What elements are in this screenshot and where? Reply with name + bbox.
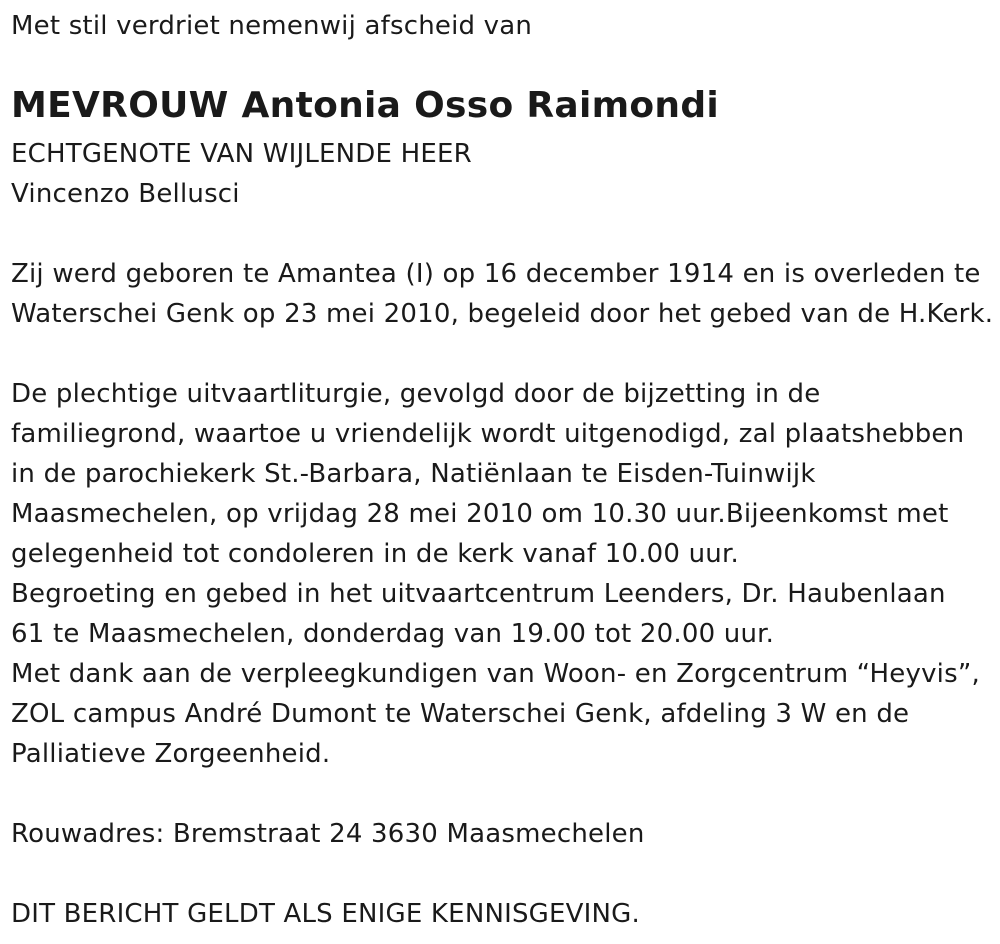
birth-death-line-1: Zij werd geboren te Amantea (I) op 16 december 1914 en is overleden te <box>11 259 981 289</box>
mourning-address: Rouwadres: Bremstraat 24 3630 Maasmechelen <box>11 819 645 849</box>
ceremony-line-7: 61 te Maasmechelen, donderdag van 19.00 tot 20.00 uur. <box>11 619 775 649</box>
ceremony-line-10: Palliatieve Zorgeenheid. <box>11 739 331 769</box>
ceremony-line-1: De plechtige uitvaartliturgie, gevolgd door de bijzetting in de <box>11 379 821 409</box>
ceremony-line-5: gelegenheid tot condoleren in de kerk vanaf 10.00 uur. <box>11 539 739 569</box>
spouse-name: Vincenzo Bellusci <box>11 179 240 209</box>
ceremony-line-6: Begroeting en gebed in het uitvaartcentrum Leenders, Dr. Haubenlaan <box>11 579 946 609</box>
ceremony-line-3: in de parochiekerk St.-Barbara, Natiënlaan te Eisden-Tuinwijk <box>11 459 816 489</box>
birth-death-line-2: Waterschei Genk op 23 mei 2010, begeleid door het gebed van de H.Kerk. <box>11 299 994 329</box>
ceremony-line-9: ZOL campus André Dumont te Waterschei Genk, afdeling 3 W en de <box>11 699 910 729</box>
notice-line: DIT BERICHT GELDT ALS ENIGE KENNISGEVING. <box>11 899 640 929</box>
ceremony-line-4: Maasmechelen, op vrijdag 28 mei 2010 om 10.30 uur.Bijeenkomst met <box>11 499 949 529</box>
ceremony-line-8: Met dank aan de verpleegkundigen van Woon- en Zorgcentrum “Heyvis”, <box>11 659 980 689</box>
relation-line: ECHTGENOTE VAN WIJLENDE HEER <box>11 139 472 169</box>
ceremony-line-2: familiegrond, waartoe u vriendelijk wordt uitgenodigd, zal plaatshebben <box>11 419 965 449</box>
intro-line: Met stil verdriet nemenwij afscheid van <box>11 11 533 41</box>
deceased-name: MEVROUW Antonia Osso Raimondi <box>11 85 720 126</box>
